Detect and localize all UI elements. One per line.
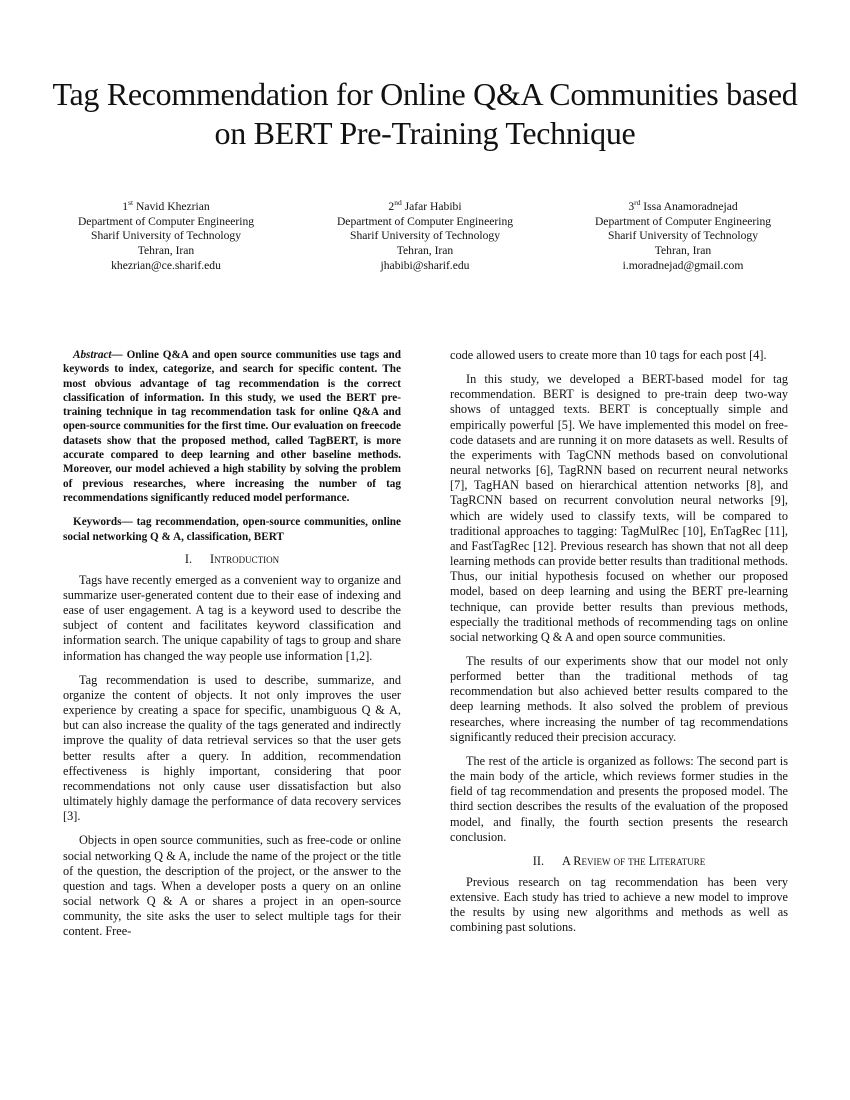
author-3 [568, 196, 798, 273]
author-3-ordinal: rd [634, 198, 641, 207]
right-column [450, 348, 788, 944]
review-paragraph-1: Previous research on tag recommendation has been very extensive. Each study has tried to achieve a new model to improve the results by using new algorithms and methods as well as combining past solutions. [450, 874, 788, 935]
author-1-number: 1 [122, 199, 129, 213]
section-2-title: A Review of the Literature [562, 853, 706, 868]
keywords-text: tag recommendation, open-source communities, online social networking Q & A, classification, BERT [63, 516, 401, 543]
author-1-university: Sharif University of Technology [91, 229, 241, 243]
paper-title: Tag Recommendation for Online Q&A Communities based on BERT Pre-Training Technique [52, 76, 798, 151]
author-3-email: i.moradnejad@gmail.com [622, 258, 744, 272]
author-3-city: Tehran, Iran [654, 243, 712, 257]
author-1-ordinal: st [128, 198, 134, 207]
author-1-name: Navid Khezrian [133, 199, 210, 213]
author-1 [51, 196, 281, 273]
author-2-university: Sharif University of Technology [350, 229, 500, 243]
section-2-number: II. [532, 853, 545, 868]
author-2-number: 2 [388, 199, 395, 213]
intro-paragraph-4: In this study, we developed a BERT-based model for tag recommendation. BERT is designed to pre-train deep two-way shows of untagged texts. BERT is conceptually simple and empirically powerful [5]. We have implemented this model on free-code datasets and are running it on more datasets as well. Results of the experiments with TagCNN methods based on convolutional neural networks [6], TagRNN based on recurrent neural networks [7], TagHAN based on hierarchical attention networks [8], and TagRCNN based on recurrent convolution neural networks [9], which are widely used to classify texts, will be compared to traditional approaches to tagging: TagMulRec [10], EnTagRec [11], and FastTagRec [12]. Previous research has shown that not all deep learning methods can provide better results than traditional methods. Thus, our initial hypothesis focused on whether our proposed model, based on deep learning and using the BERT pre-learning technique, can provide better results than previous methods, especially the traditional methods of recommending tags on online social networking Q & A and open source communities. [450, 372, 788, 644]
author-1-city: Tehran, Iran [137, 243, 195, 257]
author-1-department: Department of Computer Engineering [77, 214, 255, 228]
keywords-label: Keywords— [73, 516, 137, 529]
author-2-ordinal: nd [394, 198, 402, 207]
author-3-department: Department of Computer Engineering [594, 214, 772, 228]
intro-paragraph-3: Objects in open source communities, such as free-code or online social networking Q & A, include the name of the project or the title of the question, the description of the project, or the answer to the question and tags. When a developer posts a query on an online social network Q & A or shares a project in an open-source community, the site asks the user to select multiple tags for their content. Free- [63, 833, 401, 939]
section-1-title: Introduction [210, 551, 280, 566]
author-3-name: Issa Anamoradnejad [640, 199, 738, 213]
section-heading-introduction [63, 552, 401, 567]
intro-paragraph-3-continued: code allowed users to create more than 10 tags for each post [4]. [450, 348, 767, 362]
author-3-university: Sharif University of Technology [608, 229, 758, 243]
intro-paragraph-1: Tags have recently emerged as a convenient way to organize and summarize user-generated content due to their ease of indexing and ease of user engagement. A tag is a keyword used to describe the subject of content and facilitates keyword classification and information search. The unique capability of tags to group and share information has changed the way people use information [1,2]. [63, 572, 401, 663]
author-2 [310, 196, 540, 273]
author-2-name: Jafar Habibi [401, 199, 462, 213]
abstract-text: Online Q&A and open source communities use tags and keywords to index, categorize, and search for specific content. The most obvious advantage of tag recommendation is the correct classification of information. In this study, we used the BERT pre-training technique in tag recommendation task for online Q&A and open-source communities for the first time. Our evaluation on freecode datasets show that the proposed method, called TagBERT, is more accurate compared to deep learning and other baseline methods. Moreover, our model achieved a high stability by solving the problem of previous researches, where increasing the number of tag recommendations significantly reduced model performance. [63, 349, 401, 504]
left-column [63, 348, 401, 948]
intro-paragraph-2: Tag recommendation is used to describe, summarize, and organize the content of objects. It not only improves the user experience by creating a space for specific, unambiguous Q & A, but can also increase the quality of the tags generated and indirectly improve the quality of data retrieval services so that the user gets better results after a query. In addition, recommendation effectiveness is highly important, considering that poor recommendations not only cause user dissatisfaction but also ultimately highly damage the performance of data recovery services [3]. [63, 672, 401, 824]
author-1-email: khezrian@ce.sharif.edu [111, 258, 221, 272]
author-3-number: 3 [628, 199, 635, 213]
author-2-department: Department of Computer Engineering [336, 214, 514, 228]
author-2-city: Tehran, Iran [396, 243, 454, 257]
author-2-email: jhabibi@sharif.edu [380, 258, 470, 272]
section-heading-review [450, 854, 788, 869]
section-1-number: I. [184, 551, 193, 566]
intro-paragraph-5: The results of our experiments show that our model not only performed better than the traditional methods of tag recommendation but also achieved better results compared to the deep learning methods. It also solved the problem of previous researches, where increasing the number of tag recommendations significantly reduced their precision accuracy. [450, 653, 788, 744]
abstract-label: Abstract— [73, 349, 127, 361]
keywords [63, 515, 401, 544]
abstract [63, 348, 401, 505]
intro-paragraph-6: The rest of the article is organized as follows: The second part is the main body of the article, which reviews former studies in the field of tag recommendation and presents the proposed model. The third section describes the results of the evaluation of the proposed model, and finally, the fourth section presents the research conclusion. [450, 753, 788, 844]
